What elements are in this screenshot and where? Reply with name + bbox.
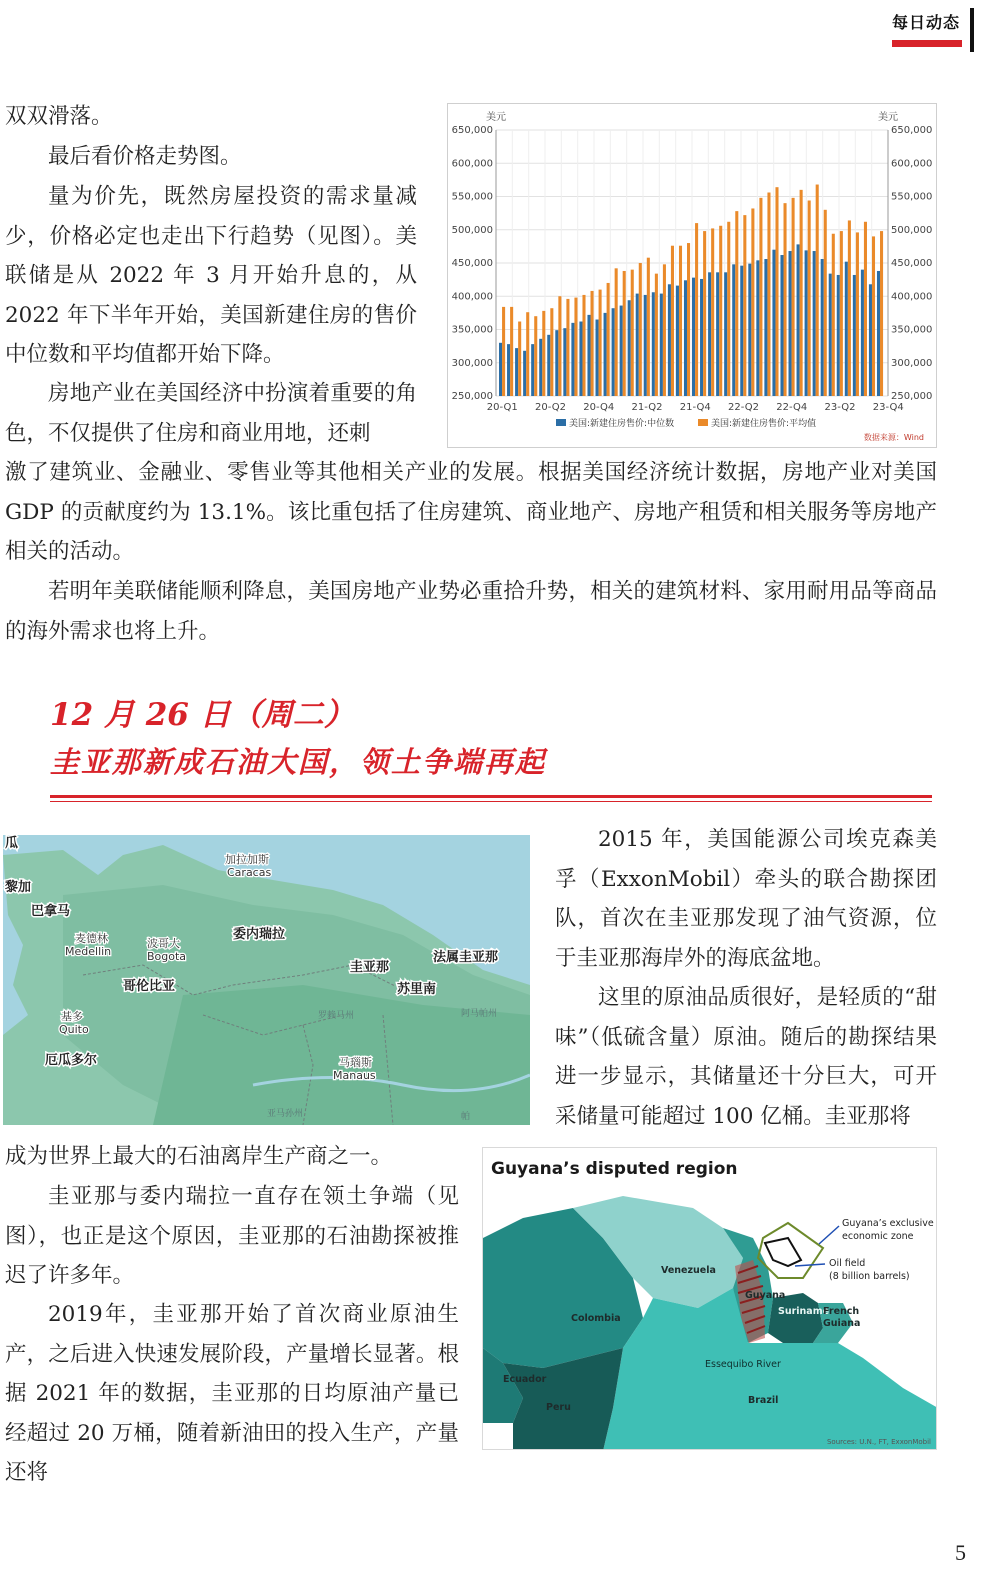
bar-median — [507, 344, 510, 396]
bar-mean — [631, 270, 634, 396]
map2-oil-field — [765, 1238, 801, 1266]
bar-mean — [703, 231, 706, 396]
bar-mean — [880, 231, 883, 396]
disputed-region-svg — [483, 1148, 937, 1450]
map1-label-manaus-cn: 马瑙斯 — [339, 1056, 372, 1069]
bar-mean — [784, 203, 787, 396]
bar-mean — [542, 311, 545, 396]
bar-mean — [848, 220, 851, 396]
disputed-region-map — [482, 1147, 937, 1450]
bar-median — [499, 343, 502, 396]
map2-colombia-label: Colombia — [571, 1313, 621, 1324]
map1-label-suriname: 苏里南 — [397, 982, 437, 997]
bar-median — [587, 315, 590, 396]
map2-guyana-label: Guyana — [745, 1290, 786, 1301]
bar-mean — [816, 185, 819, 396]
map1-label-quito-en: Quito — [59, 1023, 89, 1036]
bar-mean — [719, 226, 722, 396]
map1-label-fguiana: 法属圭亚那 — [433, 950, 499, 965]
bar-median — [724, 272, 727, 396]
y-tick-right: 550,000 — [891, 191, 933, 203]
bar-mean — [518, 322, 521, 396]
bar-mean — [623, 271, 626, 396]
map2-sources: Sources: U.N., FT, ExxonMobil — [826, 1438, 931, 1446]
region-map-cn-svg — [3, 835, 530, 1125]
bar-median — [515, 348, 518, 396]
map2-essequibo-label: Essequibo River — [705, 1359, 781, 1370]
y-tick-right: 450,000 — [891, 258, 933, 269]
legend-label-median: 美国:新建住房售价:中位数 — [569, 419, 675, 429]
bar-mean — [743, 215, 746, 396]
bar-mean — [792, 198, 795, 396]
map2-peru-label: Peru — [546, 1402, 571, 1413]
map1-label-medellin-cn: 麦德林 — [75, 932, 108, 945]
bar-median — [523, 351, 526, 396]
bar-mean — [566, 299, 569, 396]
header-label: 每日动态 — [892, 13, 961, 32]
bar-median — [748, 264, 751, 396]
y-tick-left: 550,000 — [451, 191, 493, 203]
map1-label-caracas-en: Caracas — [227, 866, 272, 879]
map2-suriname-label: Suriname — [778, 1306, 830, 1317]
map1-label-bogota-cn: 波哥大 — [147, 937, 180, 950]
legend-swatch-median — [556, 419, 566, 426]
section2-paragraph-2: 这里的原油品质很好，是轻质的“甜味”（低硫含量）原油。随后的勘探结果进一步显示，其储量还十分巨大，可开采储量可能超过 100 亿桶。圭亚那将 — [555, 985, 937, 1129]
bar-mean — [639, 263, 642, 396]
headline-rule-bottom — [50, 801, 932, 802]
bar-median — [861, 270, 864, 396]
bar-median — [764, 259, 767, 396]
bar-mean — [582, 295, 585, 396]
bar-median — [596, 320, 599, 396]
map2-eez-label-2: economic zone — [842, 1231, 914, 1242]
bar-mean — [751, 208, 754, 396]
map1-label-bogota-en: Bogota — [147, 950, 187, 963]
bar-mean — [711, 228, 714, 396]
bar-mean — [735, 211, 738, 396]
section2-paragraph-3: 成为世界上最大的石油离岸生产商之一。 — [5, 1144, 393, 1169]
bar-median — [708, 272, 711, 396]
bar-median — [821, 259, 824, 396]
bar-median — [555, 330, 558, 396]
bar-mean — [808, 200, 811, 396]
y-tick-right: 600,000 — [891, 158, 933, 170]
map1-label-panama-cut: 黎加 — [5, 880, 32, 895]
x-tick-label: 20-Q1 — [486, 402, 518, 413]
map2-ecuador-label: Ecuador — [503, 1374, 547, 1385]
bar-mean — [599, 290, 602, 396]
section2-paragraph-4: 圭亚那与委内瑞拉一直存在领土争端（见图），也正是这个原因，圭亚那的石油勘探被推迟了许多年。 — [5, 1184, 459, 1288]
map2-eez-pointer — [819, 1226, 839, 1244]
bar-median — [732, 264, 735, 396]
bar-mean — [574, 298, 577, 396]
bar-mean — [695, 223, 698, 396]
y-tick-left: 350,000 — [451, 324, 493, 336]
bar-mean — [856, 232, 859, 396]
bar-median — [805, 250, 808, 396]
map2-brazil-label: Brazil — [748, 1395, 779, 1406]
price-chart — [447, 103, 937, 448]
bar-mean — [824, 210, 827, 396]
x-tick-label: 21-Q2 — [631, 402, 663, 413]
map2-oil-pointer — [795, 1264, 825, 1266]
y-tick-left: 600,000 — [451, 158, 493, 170]
x-tick-label: 20-Q2 — [535, 402, 566, 413]
bar-mean — [510, 307, 513, 396]
bar-mean — [526, 312, 529, 396]
y-tick-left: 500,000 — [451, 224, 493, 236]
bar-median — [740, 266, 743, 396]
x-tick-label: 22-Q2 — [728, 402, 759, 413]
bar-mean — [727, 222, 730, 396]
bar-median — [604, 313, 607, 396]
bar-mean — [767, 193, 770, 396]
bar-median — [700, 279, 703, 396]
section2-paragraph-1: 2015 年，美国能源公司埃克森美孚（ExxonMobil）牵头的联合勘探团队，首次在圭亚那发现了油气资源，位于圭亚那海岸外的海底盆地。 — [555, 827, 937, 971]
header-red-bar — [892, 40, 962, 47]
header-black-bar — [970, 8, 974, 52]
bar-mean — [615, 268, 618, 396]
article1-paragraph-4: 房地产业在美国经济中扮演着重要的角色，不仅提供了住房和商业用地，还刺 — [5, 381, 417, 446]
x-tick-label: 23-Q4 — [872, 402, 904, 413]
y-tick-left: 250,000 — [451, 391, 493, 402]
chart-bars — [499, 185, 883, 396]
bar-median — [628, 300, 631, 396]
chart-categories — [487, 402, 904, 413]
y-tick-right: 350,000 — [891, 324, 933, 336]
bar-mean — [759, 198, 762, 396]
bar-mean — [872, 236, 875, 396]
bar-median — [571, 323, 574, 396]
x-tick-label: 22-Q4 — [776, 402, 808, 413]
map2-french-label-2: Guiana — [823, 1318, 861, 1329]
bar-mean — [800, 190, 803, 396]
map1-label-guyana: 圭亚那 — [350, 960, 390, 975]
bar-median — [780, 255, 783, 396]
bar-mean — [663, 264, 666, 396]
bar-mean — [687, 243, 690, 396]
y-tick-right: 500,000 — [891, 224, 933, 236]
bar-mean — [502, 307, 505, 396]
bar-median — [684, 280, 687, 396]
bar-median — [877, 271, 880, 396]
bar-mean — [558, 296, 561, 396]
section2-paragraph-5: 2019年，圭亚那开始了首次商业原油生产，之后进入快速发展阶段，产量增长显著。根据 2021 年的数据，圭亚那的日均原油产量已经超过 20 万桶，随着新油田的投入生产，产量还将 — [5, 1302, 459, 1485]
region-map-cn — [3, 835, 530, 1125]
map1-label-panama: 巴拿马 — [31, 904, 71, 919]
article1-paragraph-3: 量为价先，既然房屋投资的需求量减少，价格必定也走出下行趋势（见图）。美联储是从 2022 年 3 月开始升息的，从 2022 年下半年开始，美国新建住房的售价中位数和平均值都开始下降。 — [5, 184, 417, 367]
legend-label-mean: 美国:新建住房售价:平均值 — [711, 419, 817, 429]
bar-median — [531, 344, 534, 396]
bar-mean — [607, 283, 610, 396]
bar-median — [845, 262, 848, 396]
bar-mean — [655, 274, 658, 396]
headline-rule-top — [50, 795, 932, 798]
map2-title: Guyana’s disputed region — [491, 1159, 738, 1179]
y-tick-right: 250,000 — [891, 391, 933, 402]
bar-mean — [679, 246, 682, 396]
y-tick-right: 400,000 — [891, 291, 933, 303]
price-chart-svg — [448, 104, 936, 447]
bar-median — [660, 294, 663, 396]
y-tick-right: 650,000 — [891, 125, 933, 136]
bar-median — [789, 251, 792, 396]
chart-unit-left: 美元 — [486, 112, 506, 123]
chart-source: 数据来源：Wind — [863, 433, 924, 442]
map1-label-amazonas: 亚马孙州 — [267, 1109, 304, 1119]
bar-mean — [591, 291, 594, 396]
bar-median — [692, 278, 695, 396]
bar-median — [756, 260, 759, 396]
map1-label-medellin-en: Medellin — [65, 945, 112, 958]
y-tick-left: 300,000 — [451, 357, 493, 369]
map1-label-amapa: 阿马帕州 — [461, 1009, 498, 1019]
chart-legend — [556, 417, 816, 429]
bar-median — [853, 275, 856, 396]
map1-label-venezuela: 委内瑞拉 — [233, 927, 286, 942]
article1-paragraph-6: 若明年美联储能顺利降息，美国房地产业势必重拾升势，相关的建筑材料、家用耐用品等商品的海外需求也将上升。 — [5, 579, 937, 644]
bar-median — [579, 322, 582, 396]
bar-median — [813, 251, 816, 396]
map1-label-colombia: 哥伦比亚 — [123, 979, 176, 994]
bar-mean — [671, 246, 674, 396]
x-tick-label: 23-Q2 — [824, 402, 856, 413]
bar-median — [644, 295, 647, 396]
bar-median — [563, 328, 566, 396]
legend-swatch-mean — [698, 419, 708, 426]
bar-median — [676, 286, 679, 396]
bar-mean — [550, 308, 553, 396]
bar-median — [652, 292, 655, 396]
map2-venezuela-label: Venezuela — [661, 1265, 716, 1276]
bar-median — [716, 272, 719, 396]
map1-label-ecuador: 厄瓜多尔 — [45, 1053, 98, 1068]
bar-median — [772, 250, 775, 396]
map1-label-roraima: 罗赖马州 — [318, 1011, 355, 1021]
map1-label-gua: 瓜 — [5, 836, 19, 851]
map2-eez-label-1: Guyana’s exclusive — [842, 1218, 934, 1229]
map1-label-manaus-en: Manaus — [333, 1069, 376, 1082]
y-tick-left: 650,000 — [451, 125, 493, 136]
map2-french-label-1: French — [823, 1306, 860, 1317]
bar-mean — [864, 222, 867, 396]
y-tick-right: 300,000 — [891, 357, 933, 369]
bar-median — [620, 306, 623, 396]
x-tick-label: 21-Q4 — [679, 402, 711, 413]
bar-median — [547, 335, 550, 396]
article1-paragraph-5: 激了建筑业、金融业、零售业等其他相关产业的发展。根据美国经济统计数据，房地产业对美国 GDP 的贡献度约为 13.1%。该比重包括了住房建筑、商业地产、房地产租赁和相关服务等房地产相关的活动。 — [5, 460, 937, 564]
bar-median — [636, 294, 639, 396]
bar-median — [837, 275, 840, 396]
map1-label-para: 帕 — [461, 1112, 471, 1122]
page-header — [880, 8, 990, 52]
bar-mean — [832, 234, 835, 396]
x-tick-label: 20-Q4 — [583, 402, 615, 413]
article1-paragraph-1: 双双滑落。 — [5, 104, 113, 129]
map1-label-quito-cn: 基多 — [61, 1010, 83, 1023]
bar-mean — [647, 258, 650, 396]
bar-median — [668, 284, 671, 396]
page-number: 5 — [955, 1540, 966, 1565]
bar-median — [612, 308, 615, 396]
map2-oil-label-1: Oil field — [829, 1258, 866, 1269]
map2-oil-label-2: (8 billion barrels) — [829, 1271, 910, 1282]
bar-mean — [775, 187, 778, 396]
map1-label-caracas-cn: 加拉加斯 — [225, 853, 269, 866]
bar-median — [797, 244, 800, 396]
y-tick-left: 450,000 — [451, 258, 493, 269]
y-tick-left: 400,000 — [451, 291, 493, 303]
section-headline: 圭亚那新成石油大国，领土争端再起 — [50, 745, 547, 779]
article1-paragraph-2: 最后看价格走势图。 — [48, 144, 242, 169]
section-date-title: 12 月 26 日（周二） — [50, 697, 355, 733]
bar-median — [869, 284, 872, 396]
bar-mean — [840, 231, 843, 396]
bar-mean — [534, 316, 537, 396]
chart-unit-right: 美元 — [878, 112, 898, 123]
bar-median — [539, 339, 542, 396]
bar-median — [829, 274, 832, 396]
